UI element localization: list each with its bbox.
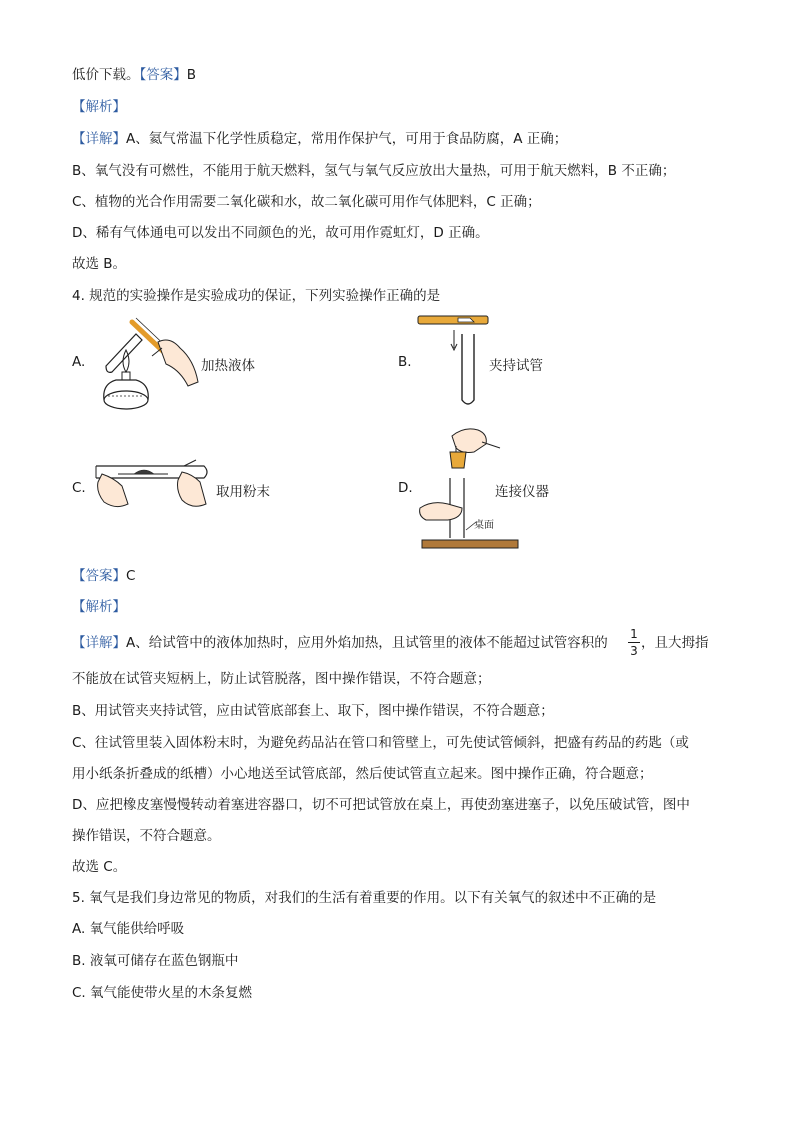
q4-option-d-label: 连接仪器 [495, 484, 549, 500]
detail-tag: 【详解】 [72, 131, 126, 147]
q4-option-c-label: 取用粉末 [216, 484, 270, 500]
answer-tag: 【答案】 [139, 67, 187, 83]
q4-option-c-letter: C. [72, 480, 86, 496]
fraction-denominator: 3 [630, 644, 638, 658]
intro-answer-line [72, 66, 196, 84]
q4-option-d-letter: D. [398, 480, 413, 496]
q4-detail-a-text2: ，且大拇指 [641, 635, 709, 651]
q4-answer-line [72, 567, 135, 585]
intro-text: 低价下载。 [72, 67, 140, 83]
detail-line-c: C、植物的光合作用需要二氧化碳和水，故二氧化碳可用作气体肥料，C 正确； [72, 194, 541, 210]
fraction-bar [628, 642, 640, 643]
q4-detail-d-line2: 操作错误，不符合题意。 [72, 828, 221, 844]
heating-liquid-illustration [92, 312, 204, 416]
q4-conclusion: 故选 C。 [72, 859, 127, 875]
q5-option-c: C. 氧气能使带火星的木条复燃 [72, 985, 253, 1001]
q4-detail-b: B、用试管夹夹持试管，应由试管底部套上、取下，图中操作错误，不符合题意； [72, 703, 554, 719]
q4-detail-tag: 【详解】 [72, 635, 126, 651]
q5-stem: 5. 氧气是我们身边常见的物质，对我们的生活有着重要的作用。以下有关氧气的叙述中不正确的是 [72, 890, 657, 906]
q4-option-a-letter: A. [72, 354, 86, 370]
detail-line-b: B、氧气没有可燃性，不能用于航天燃料，氢气与氧气反应放出大量热，可用于航天燃料，B 不正确； [72, 163, 676, 179]
test-tube-holder-illustration [412, 312, 492, 416]
answer-value: B [186, 67, 197, 83]
q5-option-a: A. 氧气能供给呼吸 [72, 921, 185, 937]
q4-option-b-label: 夹持试管 [489, 358, 543, 374]
detail-text-a: A、氦气常温下化学性质稳定，常用作保护气，可用于食品防腐，A 正确； [126, 131, 568, 147]
fraction-numerator: 1 [630, 627, 638, 641]
q4-detail-a-text1: A、给试管中的液体加热时，应用外焰加热，且试管里的液体不能超过试管容积的 [126, 635, 608, 651]
q4-option-b-letter: B. [398, 354, 412, 370]
analysis-tag: 【解析】 [72, 99, 126, 115]
one-third-fraction [627, 627, 641, 658]
q4-answer-tag: 【答案】 [72, 568, 126, 584]
q4-analysis-tag: 【解析】 [72, 599, 126, 615]
detail-line-a [72, 130, 567, 148]
q4-detail-a-line1 [72, 634, 608, 652]
q4-detail-c-line1: C、往试管里装入固体粉末时，为避免药品沾在管口和管壁上，可先使试管倾斜，把盛有药品的药匙（或 [72, 735, 689, 751]
q4-detail-c-line2: 用小纸条折叠成的纸槽）小心地送至试管底部，然后使试管直立起来。图中操作正确，符合题意； [72, 766, 653, 782]
detail-line-d: D、稀有气体通电可以发出不同颜色的光，故可用作霓虹灯，D 正确。 [72, 225, 489, 241]
desk-label: 桌面 [474, 520, 494, 531]
q4-detail-d-line1: D、应把橡皮塞慢慢转动着塞进容器口，切不可把试管放在桌上，再使劲塞进塞子，以免压破试管，图中 [72, 797, 690, 813]
q4-answer-value: C [126, 568, 136, 584]
conclusion-line: 故选 B。 [72, 256, 127, 272]
powder-adding-illustration [88, 452, 216, 516]
q4-option-a-label: 加热液体 [201, 358, 255, 374]
q5-option-b: B. 液氧可储存在蓝色钢瓶中 [72, 953, 239, 969]
q4-stem: 4. 规范的实验操作是实验成功的保证，下列实验操作正确的是 [72, 288, 441, 304]
q4-detail-a-line2: 不能放在试管夹短柄上，防止试管脱落，图中操作错误，不符合题意； [72, 671, 491, 687]
